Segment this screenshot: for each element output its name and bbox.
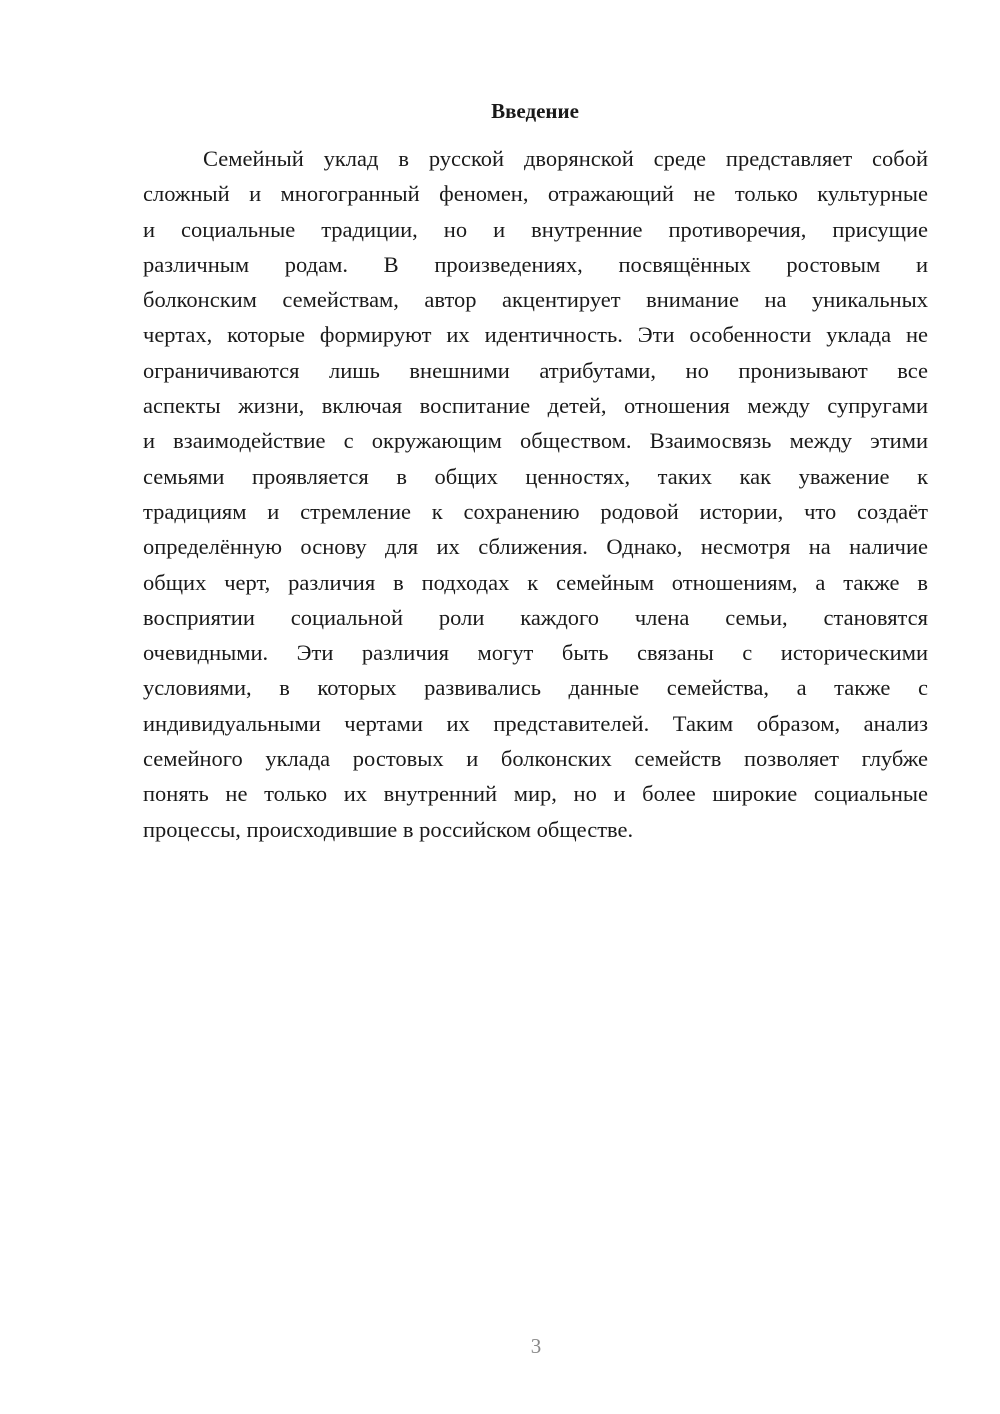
paragraph-line: общих черт, различия в подходах к семейным отношениям, а также в xyxy=(143,569,928,595)
paragraph-line: восприятии социальной роли каждого члена семьи, становятся xyxy=(143,604,928,630)
paragraph-line: болконским семействам, автор акцентирует внимание на уникальных xyxy=(143,287,928,313)
paragraph-line: процессы, происходившие в российском обществе. xyxy=(143,816,634,842)
body-paragraph xyxy=(143,141,928,847)
paragraph-line: традициям и стремление к сохранению родовой истории, что создаёт xyxy=(143,498,928,524)
paragraph-line: и взаимодействие с окружающим обществом. Взаимосвязь между этими xyxy=(143,428,928,454)
paragraph-line: семьями проявляется в общих ценностях, таких как уважение к xyxy=(143,463,928,489)
paragraph-line: ограничиваются лишь внешними атрибутами, но пронизывают все xyxy=(143,357,928,383)
page-number: 3 xyxy=(530,1334,542,1358)
paragraph-line: Семейный уклад в русской дворянской среде представляет собой xyxy=(203,146,928,171)
paragraph-line: понять не только их внутренний мир, но и более широкие социальные xyxy=(143,781,928,807)
paragraph-line: семейного уклада ростовых и болконских семейств позволяет глубже xyxy=(143,746,928,772)
paragraph-line: сложный и многогранный феномен, отражающий не только культурные xyxy=(143,181,928,207)
paragraph-line: определённую основу для их сближения. Однако, несмотря на наличие xyxy=(143,534,928,560)
paragraph-line: и социальные традиции, но и внутренние противоречия, присущие xyxy=(143,216,928,242)
paragraph-line: индивидуальными чертами их представителей. Таким образом, анализ xyxy=(143,710,928,736)
paragraph-line: различным родам. В произведениях, посвящённых ростовым и xyxy=(143,251,928,277)
paragraph-line: аспекты жизни, включая воспитание детей, отношения между супругами xyxy=(143,393,928,419)
paragraph-line: условиями, в которых развивались данные семейства, а также с xyxy=(143,675,928,701)
paragraph-line: очевидными. Эти различия могут быть связаны с историческими xyxy=(143,640,928,666)
section-heading: Введение xyxy=(491,99,579,123)
paragraph-line: чертах, которые формируют их идентичность. Эти особенности уклада не xyxy=(143,322,928,348)
